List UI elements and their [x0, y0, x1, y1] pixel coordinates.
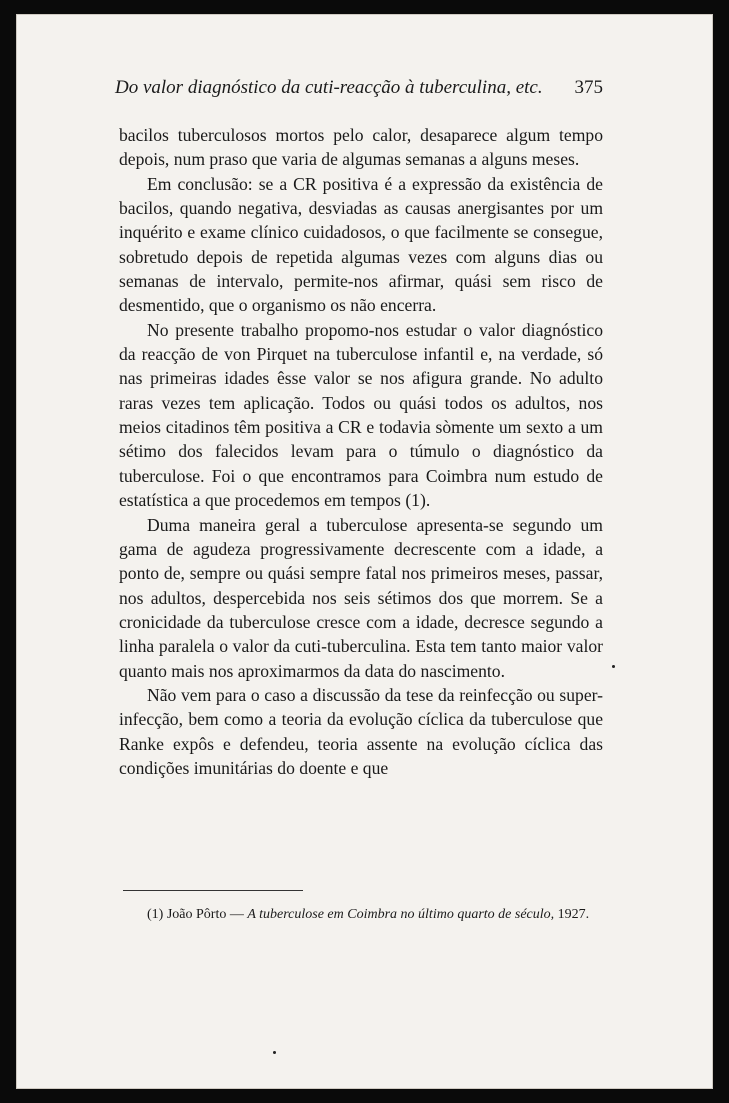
footnote-marker: (1)	[147, 907, 164, 922]
paragraph-3	[119, 318, 603, 513]
footnote-author: João Pôrto —	[166, 907, 244, 922]
footnote-reference-suffix: .	[425, 490, 431, 511]
stray-mark	[273, 1051, 276, 1054]
footnote-rule	[123, 890, 303, 891]
footnote	[119, 904, 603, 926]
paragraph-2: Em conclusão: se a CR positiva é a expressão da existência de bacilos, quando negativa, desviadas as causas anergisantes por um inquérito e exame clínico cuidadosos, o que facilmente se consegue, sobretudo depois de repetida algumas vezes com alguns dias ou semanas de intervalo, permite-nos afirmar, quási sem risco de desmentido, que o organismo os não encerra.	[119, 173, 603, 316]
stray-mark	[612, 665, 615, 668]
paragraph-5: Não vem para o caso a discussão da tese da reinfecção ou super-infecção, bem como a teoria da evolução cíclica da tuberculose que Ranke expôs e defendeu, teoria assente na evolução cíclica das condições imunitárias do doente e que	[119, 684, 603, 778]
paragraph-4: Duma maneira geral a tuberculose apresenta-se segundo um gama de agudeza progressivamente decrescente com a idade, a ponto de, sempre ou quási sempre fatal nos primeiros meses, passar, nos adultos, despercebida nos seis sétimos dos que morrem. Se a cronicidade da tuberculose cresce com a idade, decresce segundo a linha paralela o valor da cuti-tuberculina. Esta tem tanto maior valor quanto mais nos aproximarmos da data do nascimento.	[119, 514, 603, 681]
running-header	[115, 77, 603, 107]
footnote-reference[interactable]: (1)	[405, 490, 426, 511]
paragraph-3-text: No presente trabalho propomo-nos estudar o valor diagnóstico da reacção de von Pirquet na tuberculose infantil e, na verdade, só nas primeiras idades êsse valor se nos afigura grande. No adulto raras vezes tem aplicação. Todos ou quási todos os adultos, nos meios citadinos têm positiva a CR e todavia sòmente um sexto a um sétimo dos falecidos levam para o túmulo o diagnóstico da tuberculose. Foi o que encontramos para Coimbra num estudo de estatística a que procedemos em tempos	[119, 319, 603, 511]
body-text	[119, 123, 603, 780]
paragraph-1: bacilos tuberculosos mortos pelo calor, desaparece algum tempo depois, num praso que varia de algumas semanas a alguns meses.	[119, 125, 603, 170]
running-title: Do valor diagnóstico da cuti-reacção à tuberculina, etc.	[115, 77, 543, 98]
book-page	[16, 14, 713, 1089]
page-number: 375	[574, 77, 603, 98]
footnote-title: A tuberculose em Coimbra no último quarto de século,	[247, 907, 555, 922]
footnote-year: 1927.	[557, 907, 590, 922]
